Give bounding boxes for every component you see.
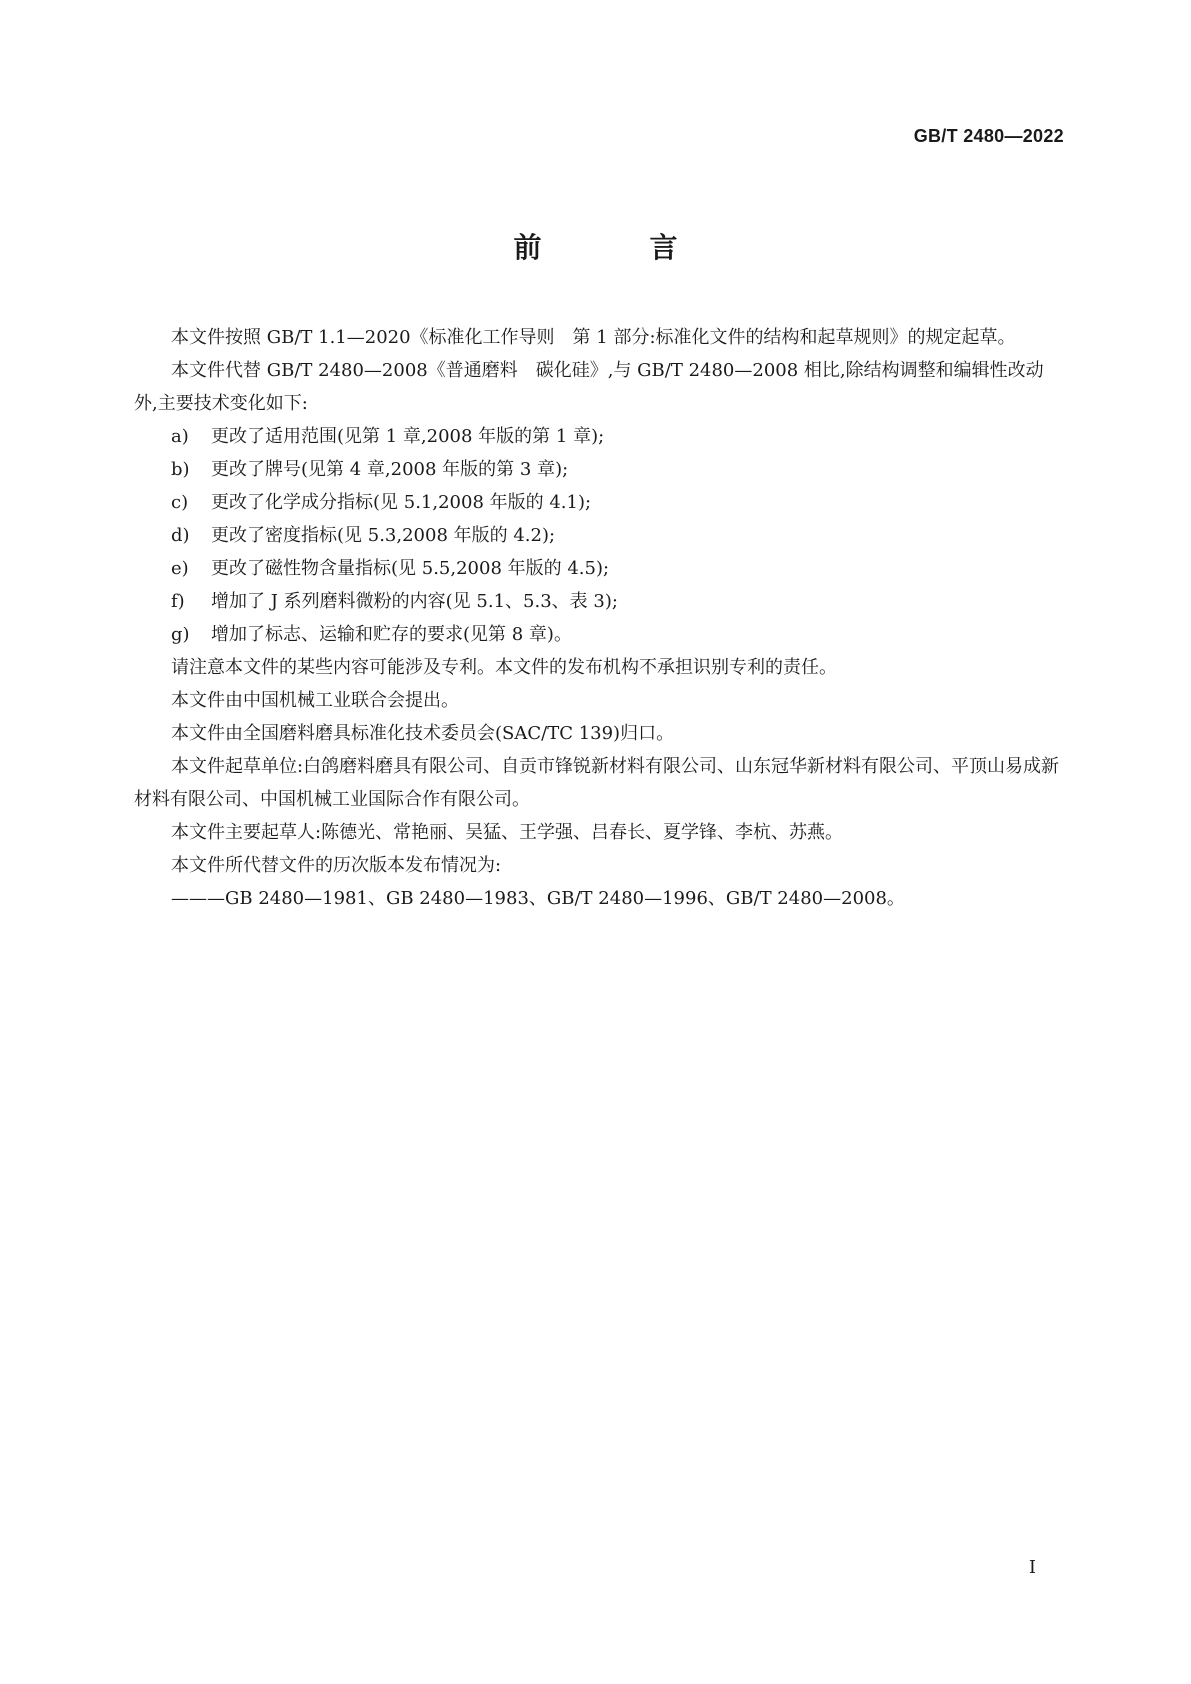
paragraph-drafting-basis: 本文件按照 GB/T 1.1—2020《标准化工作导则 第 1 部分:标准化文件的结构和起草规则》的规定起草。	[171, 327, 1016, 348]
list-item	[134, 519, 1062, 552]
list-item-text: 更改了适用范围(见第 1 章,2008 年版的第 1 章);	[211, 426, 605, 447]
list-item	[134, 618, 1062, 651]
paragraph-drafting-units: 本文件起草单位:白鸽磨料磨具有限公司、自贡市锋锐新材料有限公司、山东冠华新材料有限公司、平顶山易成新材料有限公司、中国机械工业国际合作有限公司。	[134, 756, 1060, 810]
list-item	[134, 420, 1062, 453]
list-marker: a)	[171, 426, 189, 447]
list-marker: g)	[171, 624, 190, 645]
page-number: I	[1028, 1557, 1036, 1578]
list-item	[134, 486, 1062, 519]
foreword-body	[134, 321, 1062, 915]
list-marker: b)	[171, 459, 190, 480]
paragraph-patent-notice: 请注意本文件的某些内容可能涉及专利。本文件的发布机构不承担识别专利的责任。	[171, 657, 837, 678]
list-item-text: 更改了密度指标(见 5.3,2008 年版的 4.2);	[211, 525, 556, 546]
list-item	[134, 453, 1062, 486]
standard-code: GB/T 2480—2022	[913, 126, 1064, 146]
list-item-text: 更改了磁性物含量指标(见 5.5,2008 年版的 4.5);	[211, 558, 610, 579]
list-item-text: 更改了牌号(见第 4 章,2008 年版的第 3 章);	[211, 459, 569, 480]
paragraph-proposer: 本文件由中国机械工业联合会提出。	[171, 690, 459, 711]
list-item	[134, 552, 1062, 585]
list-item-text: 更改了化学成分指标(见 5.1,2008 年版的 4.1);	[211, 492, 592, 513]
paragraph-drafters: 本文件主要起草人:陈德光、常艳丽、吴猛、王学强、吕春长、夏学锋、李杭、苏燕。	[171, 822, 844, 843]
paragraph-history-intro: 本文件所代替文件的历次版本发布情况为:	[171, 855, 502, 876]
list-item	[134, 585, 1062, 618]
list-item-text: 增加了标志、运输和贮存的要求(见第 8 章)。	[211, 624, 572, 645]
paragraph-replacement: 本文件代替 GB/T 2480—2008《普通磨料 碳化硅》,与 GB/T 2480—2008 相比,除结构调整和编辑性改动外,主要技术变化如下:	[134, 360, 1044, 414]
paragraph-history-list: ———GB 2480—1981、GB 2480—1983、GB/T 2480—1996、GB/T 2480—2008。	[171, 888, 905, 909]
list-marker: d)	[171, 525, 190, 546]
paragraph-committee: 本文件由全国磨料磨具标准化技术委员会(SAC/TC 139)归口。	[171, 723, 675, 744]
list-marker: e)	[171, 558, 189, 579]
list-item-text: 增加了 J 系列磨料微粉的内容(见 5.1、5.3、表 3);	[211, 591, 618, 612]
list-marker: c)	[171, 492, 189, 513]
page-title: 前 言	[513, 231, 718, 264]
list-marker: f)	[171, 591, 185, 612]
